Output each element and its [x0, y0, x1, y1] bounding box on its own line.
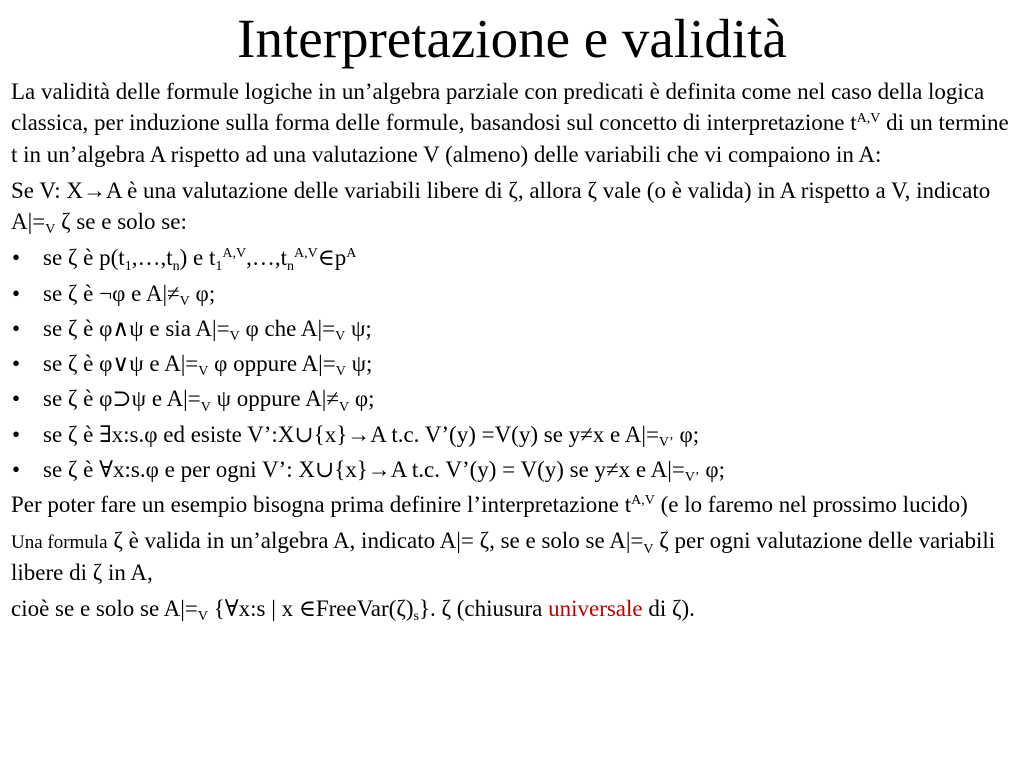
superscript: A,V — [293, 245, 318, 261]
superscript: A,V — [631, 492, 655, 508]
highlight-universale: universale — [548, 595, 643, 621]
text: ψ; — [345, 315, 372, 341]
text: ∈p — [317, 245, 347, 271]
text: di un termine t in un’algebra A rispetto ad una valutazione V (almeno) delle variabili che vi compaiono in A: — [11, 110, 1009, 167]
paragraph-validity-intro — [11, 76, 1014, 170]
list-item — [11, 313, 1014, 344]
subscript: V — [338, 399, 350, 415]
text: se ζ è p(t — [43, 245, 125, 271]
conditions-list — [11, 242, 1014, 485]
subscript: 1 — [215, 258, 223, 274]
models-symbol: |= — [641, 421, 659, 447]
text: ζ per ogni valutazione delle variabili libere di ζ in A, — [11, 528, 996, 585]
models-symbol: |= — [456, 528, 474, 554]
models-symbol: |= — [317, 315, 336, 341]
subscript: V — [335, 364, 346, 380]
models-symbol: |= — [180, 351, 199, 377]
subscript: V — [197, 609, 208, 625]
text: φ; — [673, 421, 700, 447]
models-symbol: |= — [212, 315, 230, 341]
text: ζ, se e solo se A — [473, 528, 626, 554]
list-item — [11, 278, 1014, 309]
not-models-symbol: |≠ — [321, 386, 339, 412]
text: se ζ è φ⊃ψ e A — [43, 386, 184, 412]
models-symbol: |= — [27, 209, 46, 235]
text: ,…,t — [131, 245, 173, 271]
text: ψ oppure A — [210, 386, 322, 412]
subscript: V — [198, 364, 209, 380]
not-models-symbol: |≠ — [162, 280, 180, 306]
superscript: A,V — [222, 245, 247, 261]
subscript: s — [413, 609, 419, 625]
slide-body — [11, 76, 1014, 629]
text: }. ζ (chiusura — [418, 595, 549, 621]
text: Per poter fare un esempio bisogna prima definire l’interpretazione t — [11, 492, 632, 518]
paragraph-universal-closure — [11, 593, 1014, 624]
models-symbol: |= — [183, 386, 201, 412]
text: se ζ è φ∨ψ e A — [43, 351, 181, 377]
slide-title: Interpretazione e validità — [237, 8, 787, 69]
text: φ; — [699, 456, 726, 482]
text: se ζ è φ∧ψ e sia A — [43, 315, 212, 341]
models-symbol: |= — [667, 456, 685, 482]
subscript: n — [286, 258, 294, 274]
list-item — [11, 242, 1014, 273]
subscript: V — [643, 541, 654, 557]
text: di ζ). — [642, 595, 695, 621]
text: se ζ è ¬φ e A — [43, 280, 163, 306]
subscript: n — [172, 258, 180, 274]
text: {∀x:s | x ∈FreeVar(ζ) — [207, 595, 414, 621]
text: (e lo faremo nel prossimo lucido) — [654, 492, 968, 518]
list-item — [11, 383, 1014, 414]
subscript: V — [200, 399, 211, 415]
models-symbol: |= — [318, 351, 336, 377]
subscript: V — [179, 293, 190, 309]
list-item — [11, 348, 1014, 379]
subscript: V’ — [684, 470, 700, 486]
list-item — [11, 454, 1014, 485]
text: ψ; — [345, 351, 373, 377]
subscript: V — [335, 329, 346, 345]
text: φ che A — [239, 315, 318, 341]
subscript: 1 — [124, 258, 132, 274]
text: se ζ è ∃x:s.φ ed esiste V’:X∪{x}→A t.c. V’(y) =V(y) se y≠x e A — [43, 421, 642, 447]
text: ζ se e solo se: — [55, 209, 187, 235]
list-item — [11, 419, 1014, 450]
text: ζ è valida in un’algebra A, indicato A — [107, 528, 457, 554]
text: Se V: X→A è una valutazione delle variabili libere di ζ, allora ζ vale (o è valida) in A rispetto a V, indicato A — [11, 177, 991, 235]
text: ,…,t — [246, 245, 287, 271]
paragraph-example-note — [11, 489, 1014, 520]
paragraph-formula-validity — [11, 525, 1014, 588]
superscript: A,V — [856, 110, 881, 126]
subscript: V’ — [658, 434, 674, 450]
superscript: A — [346, 245, 357, 261]
text: se ζ è ∀x:s.φ e per ogni V’: X∪{x}→A t.c. V’(y) = V(y) se y≠x e A — [43, 456, 668, 482]
text: ) e t — [179, 245, 216, 271]
text: φ; — [189, 280, 216, 306]
text: La validità delle formule logiche in un’algebra parziale con predicati è definita come nel caso della logica classica, per induzione sulla forma delle formule, basandosi sul concetto di interpretazione t — [11, 79, 985, 136]
paragraph-valuation — [11, 175, 1014, 238]
models-symbol: |= — [180, 595, 198, 621]
text: Una formula — [11, 532, 108, 554]
text: cioè se e solo se A — [11, 595, 181, 621]
text: φ oppure A — [208, 351, 319, 377]
subscript: V — [45, 222, 56, 238]
text: φ; — [349, 386, 375, 412]
subscript: V — [229, 329, 240, 345]
models-symbol: |= — [625, 528, 644, 554]
